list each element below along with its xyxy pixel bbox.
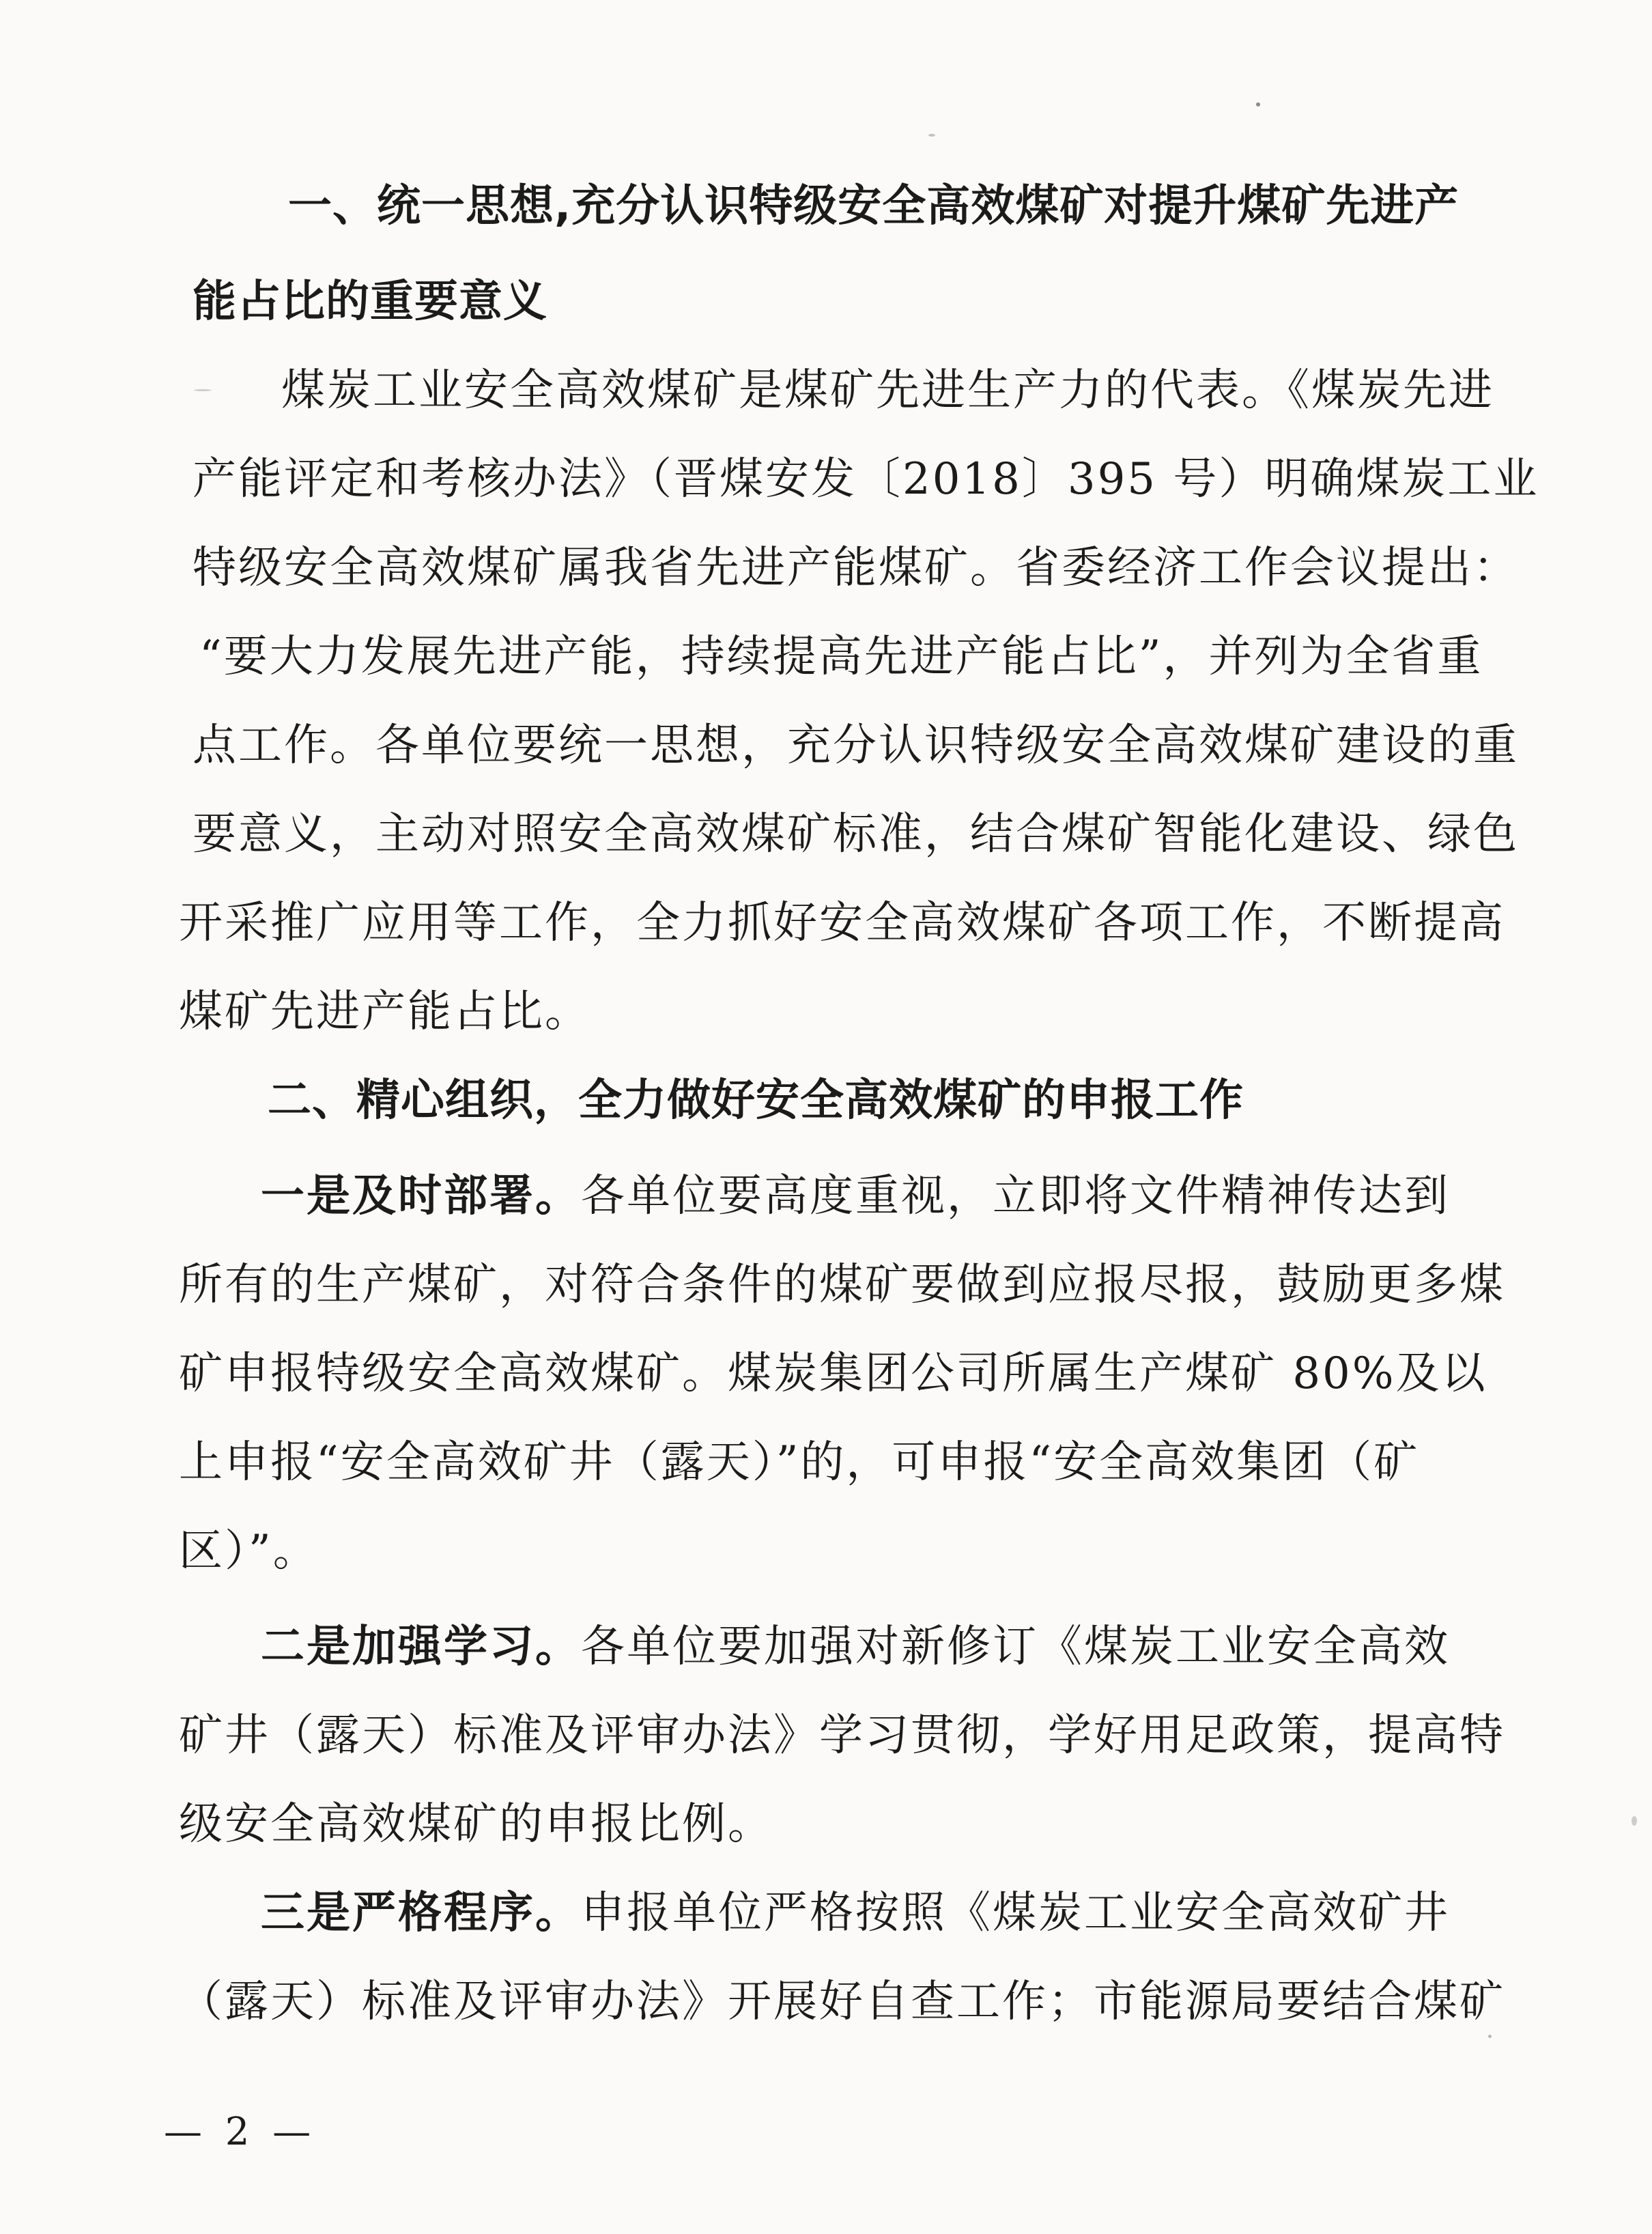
section-1-paragraph-line: 煤矿先进产能占比。 <box>179 987 590 1037</box>
item-2-lead: 二是加强学习。 <box>261 1621 581 1672</box>
section-1-paragraph-line: 产能评定和考核办法》（晋煤安发〔2018〕395 号）明确煤炭工业 <box>193 454 1539 505</box>
section-1-heading-line-2: 能占比的重要意义 <box>193 277 547 327</box>
item-1-lead: 一是及时部署。 <box>261 1170 581 1221</box>
scan-speck <box>194 389 212 391</box>
page-number: — 2 — <box>164 2110 317 2154</box>
item-1-line: 区）”。 <box>179 1526 319 1576</box>
item-3-first-line-text: 申报单位严格按照《煤炭工业安全高效矿井 <box>581 1888 1450 1938</box>
item-2-first-line-text: 各单位要加强对新修订《煤炭工业安全高效 <box>581 1622 1450 1672</box>
section-1-heading-line-1: 一、统一思想,充分认识特级安全高效煤矿对提升煤矿先进产 <box>288 181 1459 231</box>
section-1-paragraph-line: 点工作。各单位要统一思想，充分认识特级安全高效煤矿建设的重 <box>193 720 1519 771</box>
item-1-line: 所有的生产煤矿，对符合条件的煤矿要做到应报尽报，鼓励更多煤 <box>179 1260 1505 1310</box>
item-3-lead: 三是严格程序。 <box>261 1887 581 1938</box>
scan-speck <box>1256 102 1260 107</box>
scan-speck <box>1632 1816 1637 1826</box>
item-2-line: 级安全高效煤矿的申报比例。 <box>179 1799 773 1850</box>
scan-speck <box>928 134 935 137</box>
item-2-line: 矿井（露天）标准及评审办法》学习贯彻，学好用足政策，提高特 <box>179 1710 1505 1761</box>
item-2-first-line <box>261 1620 1450 1674</box>
scan-speck <box>1488 2035 1492 2038</box>
section-2-heading: 二、精心组织，全力做好安全高效煤矿的申报工作 <box>268 1075 1244 1126</box>
section-1-paragraph-line: 要意义，主动对照安全高效煤矿标准，结合煤矿智能化建设、绿色 <box>193 809 1519 860</box>
item-1-line: 上申报“安全高效矿井（露天）”的，可申报“安全高效集团（矿 <box>179 1437 1420 1488</box>
section-1-paragraph-line: “要大力发展先进产能，持续提高先进产能占比”，并列为全省重 <box>199 632 1483 682</box>
item-1-first-line-text: 各单位要高度重视，立即将文件精神传达到 <box>581 1171 1450 1221</box>
section-1-paragraph-line: 煤炭工业安全高效煤矿是煤矿先进生产力的代表。《煤炭先进 <box>281 365 1494 416</box>
item-3-first-line <box>261 1886 1450 1940</box>
section-1-paragraph-line: 开采推广应用等工作，全力抓好安全高效煤矿各项工作，不断提高 <box>179 898 1505 948</box>
section-1-paragraph-line: 特级安全高效煤矿属我省先进产能煤矿。省委经济工作会议提出： <box>193 543 1519 593</box>
item-1-first-line <box>261 1169 1450 1224</box>
item-3-line: （露天）标准及评审办法》开展好自查工作；市能源局要结合煤矿 <box>179 1977 1505 2027</box>
item-1-line: 矿申报特级安全高效煤矿。煤炭集团公司所属生产煤矿 80%及以 <box>179 1348 1487 1399</box>
